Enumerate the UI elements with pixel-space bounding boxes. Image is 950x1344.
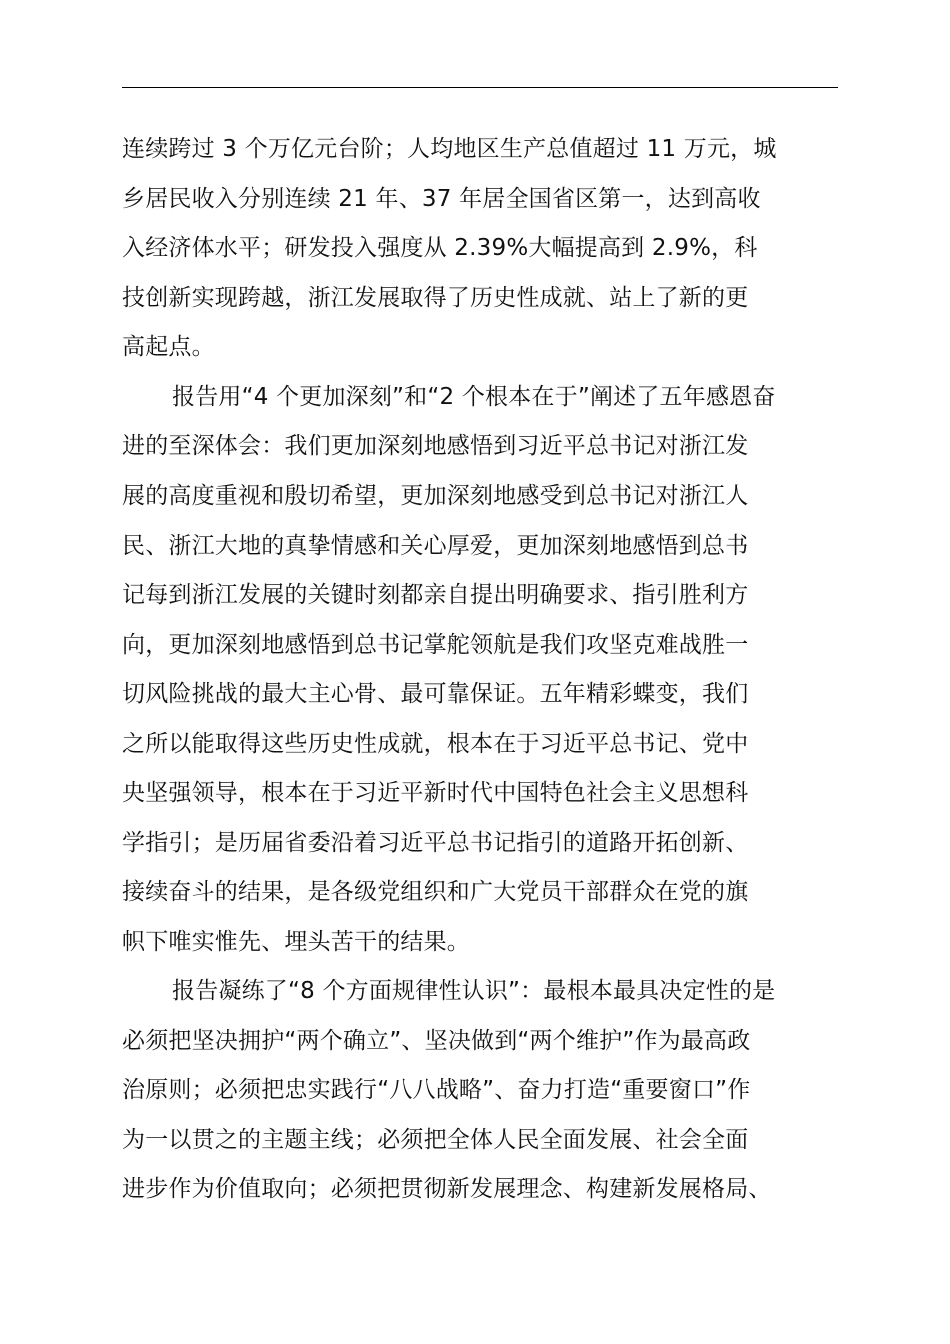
text-line: 帜下唯实惟先、埋头苦干的结果。 <box>122 929 470 955</box>
text-line: 记每到浙江发展的关键时刻都亲自提出明确要求、指引胜利方 <box>122 582 749 608</box>
text-line: 乡居民收入分别连续 21 年、37 年居全国省区第一，达到高收 <box>122 186 761 212</box>
text-line: 入经济体水平；研发投入强度从 2.39%大幅提高到 2.9%，科 <box>122 235 758 261</box>
paragraph-first-line: 报告用“4 个更加深刻”和“2 个根本在于”阐述了五年感恩奋 <box>172 384 776 410</box>
text-line: 高起点。 <box>122 334 215 360</box>
text-line: 民、浙江大地的真挚情感和关心厚爱，更加深刻地感悟到总书 <box>122 533 749 559</box>
text-line: 技创新实现跨越，浙江发展取得了历史性成就、站上了新的更 <box>122 285 749 311</box>
text-line: 必须把坚决拥护“两个确立”、坚决做到“两个维护”作为最高政 <box>122 1028 751 1054</box>
text-line: 之所以能取得这些历史性成就，根本在于习近平总书记、党中 <box>122 731 749 757</box>
paragraph-first-line: 报告凝练了“8 个方面规律性认识”：最根本最具决定性的是 <box>172 978 776 1004</box>
header-rule <box>122 87 838 88</box>
text-line: 进步作为价值取向；必须把贯彻新发展理念、构建新发展格局、 <box>122 1176 772 1202</box>
text-line: 向，更加深刻地感悟到总书记掌舵领航是我们攻坚克难战胜一 <box>122 632 749 658</box>
text-line: 连续跨过 3 个万亿元台阶；人均地区生产总值超过 11 万元，城 <box>122 136 777 162</box>
text-line: 央坚强领导，根本在于习近平新时代中国特色社会主义思想科 <box>122 780 749 806</box>
text-line: 进的至深体会：我们更加深刻地感悟到习近平总书记对浙江发 <box>122 433 749 459</box>
text-line: 展的高度重视和殷切希望，更加深刻地感受到总书记对浙江人 <box>122 483 749 509</box>
text-line: 接续奋斗的结果，是各级党组织和广大党员干部群众在党的旗 <box>122 879 749 905</box>
text-line: 学指引；是历届省委沿着习近平总书记指引的道路开拓创新、 <box>122 830 749 856</box>
text-line: 治原则；必须把忠实践行“八八战略”、奋力打造“重要窗口”作 <box>122 1077 751 1103</box>
text-line: 切风险挑战的最大主心骨、最可靠保证。五年精彩蝶变，我们 <box>122 681 749 707</box>
text-line: 为一以贯之的主题主线；必须把全体人民全面发展、社会全面 <box>122 1127 749 1153</box>
